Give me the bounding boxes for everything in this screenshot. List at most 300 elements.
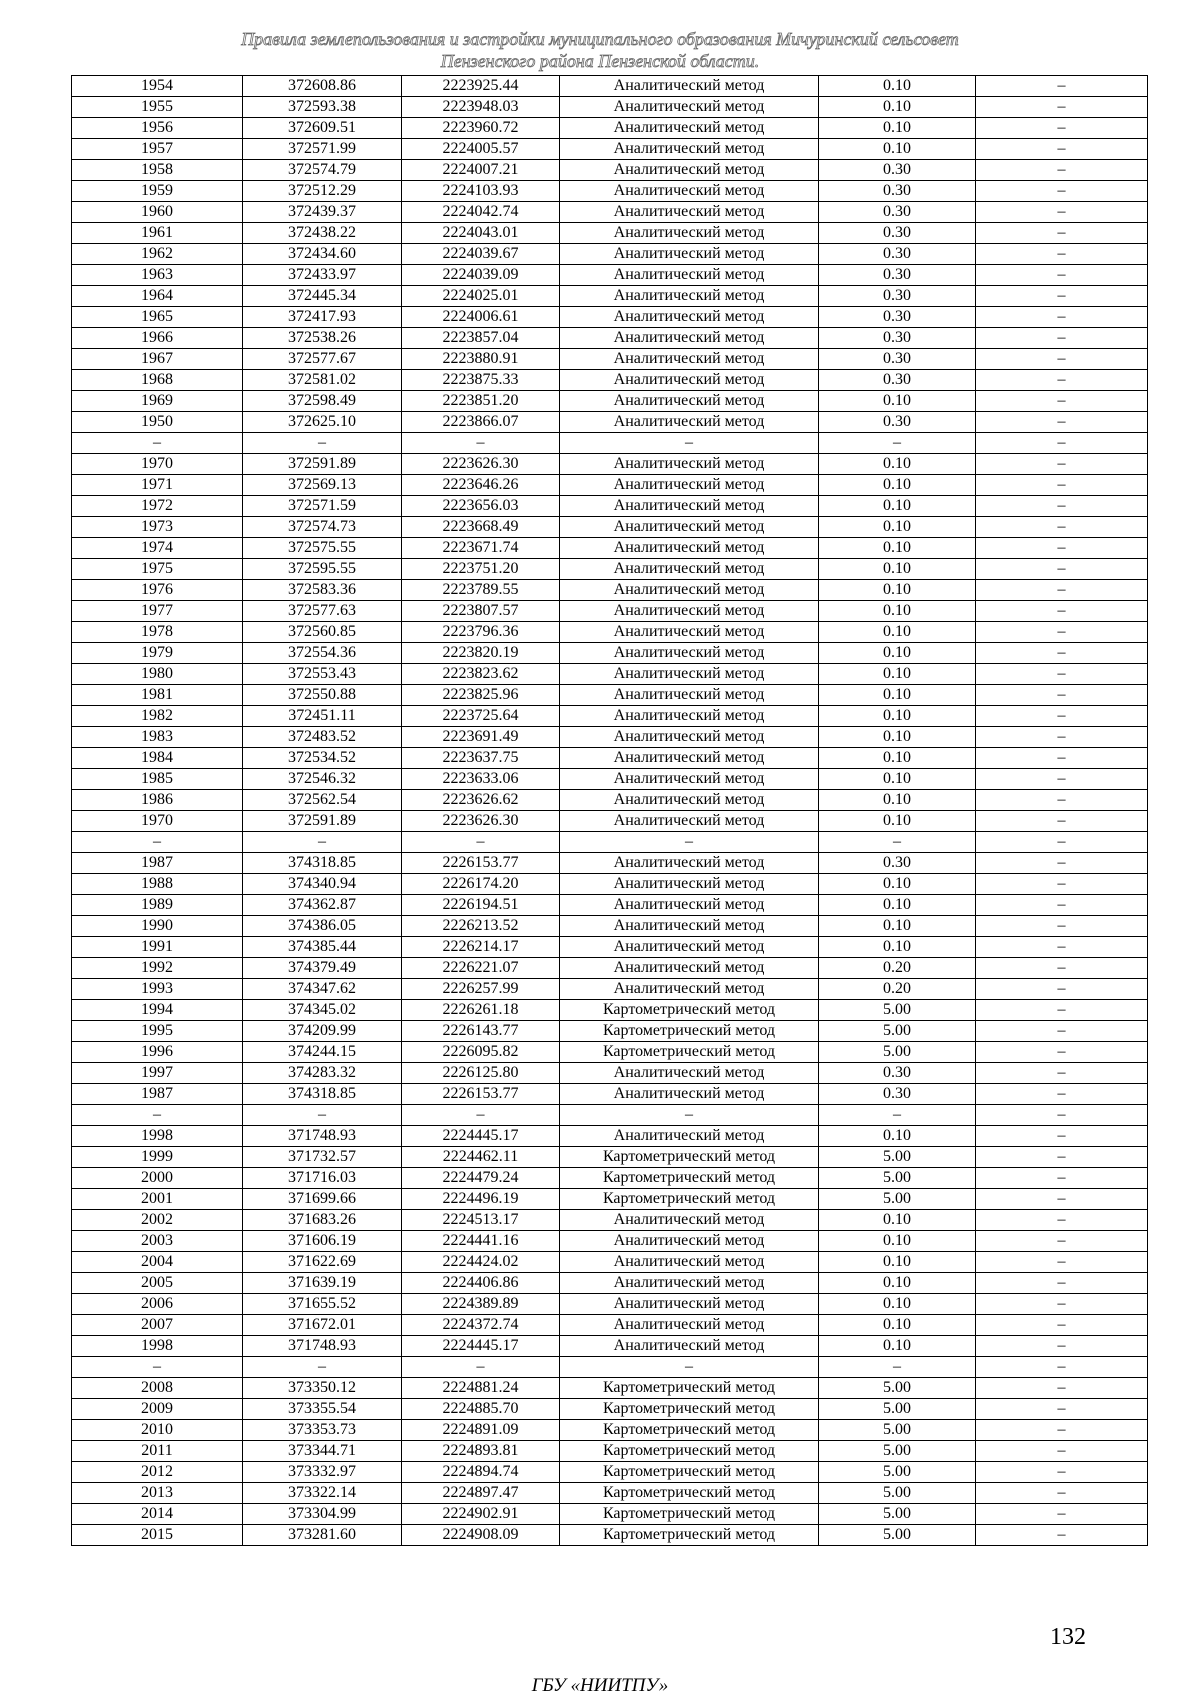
description-cell: – (976, 1525, 1148, 1546)
method-cell: Аналитический метод (560, 265, 819, 286)
description-cell: – (976, 916, 1148, 937)
description-cell: – (976, 1168, 1148, 1189)
accuracy-cell: 0.10 (819, 769, 976, 790)
x-coordinate-cell: 372512.29 (243, 181, 402, 202)
accuracy-cell: 0.10 (819, 538, 976, 559)
x-coordinate-cell: 371639.19 (243, 1273, 402, 1294)
y-coordinate-cell: 2224894.74 (402, 1462, 560, 1483)
y-coordinate-cell: 2224479.24 (402, 1168, 560, 1189)
method-cell: Картометрический метод (560, 1168, 819, 1189)
accuracy-cell: 5.00 (819, 1483, 976, 1504)
description-cell: – (976, 475, 1148, 496)
table-row (72, 1504, 1148, 1525)
point-number-cell: 2012 (72, 1462, 243, 1483)
y-coordinate-cell: 2224389.89 (402, 1294, 560, 1315)
point-number-cell: 1997 (72, 1063, 243, 1084)
accuracy-cell: 0.30 (819, 244, 976, 265)
method-cell: Картометрический метод (560, 1000, 819, 1021)
y-coordinate-cell: 2223725.64 (402, 706, 560, 727)
description-cell: – (976, 1441, 1148, 1462)
point-number-cell: 1982 (72, 706, 243, 727)
method-cell: Аналитический метод (560, 1063, 819, 1084)
description-cell: – (976, 601, 1148, 622)
y-coordinate-cell: 2223857.04 (402, 328, 560, 349)
table-row (72, 790, 1148, 811)
x-coordinate-cell: 372534.52 (243, 748, 402, 769)
table-row (72, 475, 1148, 496)
method-cell: Аналитический метод (560, 979, 819, 1000)
point-number-cell: 1999 (72, 1147, 243, 1168)
accuracy-cell: 0.10 (819, 601, 976, 622)
x-coordinate-cell: 374347.62 (243, 979, 402, 1000)
x-coordinate-cell: 372593.38 (243, 97, 402, 118)
accuracy-cell: 0.30 (819, 853, 976, 874)
y-coordinate-cell: 2223637.75 (402, 748, 560, 769)
method-cell: Аналитический метод (560, 181, 819, 202)
x-coordinate-cell: 374283.32 (243, 1063, 402, 1084)
table-row (72, 811, 1148, 832)
description-cell: – (976, 1294, 1148, 1315)
table-row (72, 139, 1148, 160)
point-number-cell: 2010 (72, 1420, 243, 1441)
x-coordinate-cell: 372569.13 (243, 475, 402, 496)
y-coordinate-cell: – (402, 1357, 560, 1378)
description-cell: – (976, 580, 1148, 601)
y-coordinate-cell: 2226143.77 (402, 1021, 560, 1042)
method-cell: Аналитический метод (560, 475, 819, 496)
method-cell: Картометрический метод (560, 1147, 819, 1168)
method-cell: Аналитический метод (560, 1252, 819, 1273)
y-coordinate-cell: 2224007.21 (402, 160, 560, 181)
point-number-cell: 1962 (72, 244, 243, 265)
point-number-cell: 1998 (72, 1126, 243, 1147)
table-row (72, 601, 1148, 622)
description-cell: – (976, 1420, 1148, 1441)
method-cell: Аналитический метод (560, 223, 819, 244)
accuracy-cell: 0.10 (819, 895, 976, 916)
accuracy-cell: 0.10 (819, 1315, 976, 1336)
y-coordinate-cell: 2224025.01 (402, 286, 560, 307)
x-coordinate-cell: 372451.11 (243, 706, 402, 727)
x-coordinate-cell: 372445.34 (243, 286, 402, 307)
description-cell: – (976, 202, 1148, 223)
table-row (72, 202, 1148, 223)
accuracy-cell: 0.10 (819, 391, 976, 412)
point-number-cell: 1972 (72, 496, 243, 517)
method-cell: Картометрический метод (560, 1504, 819, 1525)
x-coordinate-cell: 372571.99 (243, 139, 402, 160)
coordinates-table-body (72, 76, 1148, 1546)
accuracy-cell: 5.00 (819, 1189, 976, 1210)
description-cell: – (976, 412, 1148, 433)
accuracy-cell: 0.30 (819, 1084, 976, 1105)
accuracy-cell: 0.10 (819, 664, 976, 685)
description-cell: – (976, 349, 1148, 370)
accuracy-cell: 0.10 (819, 1252, 976, 1273)
y-coordinate-cell: 2223626.62 (402, 790, 560, 811)
description-cell: – (976, 1399, 1148, 1420)
y-coordinate-cell: 2223671.74 (402, 538, 560, 559)
accuracy-cell: 0.30 (819, 370, 976, 391)
y-coordinate-cell: 2224891.09 (402, 1420, 560, 1441)
description-cell: – (976, 181, 1148, 202)
description-cell: – (976, 1210, 1148, 1231)
accuracy-cell: 0.30 (819, 265, 976, 286)
table-row (72, 1084, 1148, 1105)
accuracy-cell: 0.10 (819, 1336, 976, 1357)
method-cell: Аналитический метод (560, 1126, 819, 1147)
accuracy-cell: 0.10 (819, 475, 976, 496)
x-coordinate-cell: – (243, 1357, 402, 1378)
description-cell: – (976, 1462, 1148, 1483)
method-cell: Аналитический метод (560, 853, 819, 874)
table-row (72, 622, 1148, 643)
y-coordinate-cell: 2224006.61 (402, 307, 560, 328)
table-row (72, 1063, 1148, 1084)
method-cell: Картометрический метод (560, 1042, 819, 1063)
method-cell: Картометрический метод (560, 1399, 819, 1420)
table-row (72, 328, 1148, 349)
x-coordinate-cell: 372433.97 (243, 265, 402, 286)
table-row (72, 748, 1148, 769)
table-row (72, 76, 1148, 97)
accuracy-cell: 0.30 (819, 307, 976, 328)
description-cell: – (976, 685, 1148, 706)
x-coordinate-cell: – (243, 1105, 402, 1126)
accuracy-cell: 5.00 (819, 1504, 976, 1525)
method-cell: Аналитический метод (560, 328, 819, 349)
table-row (72, 958, 1148, 979)
x-coordinate-cell: 371672.01 (243, 1315, 402, 1336)
method-cell: Аналитический метод (560, 580, 819, 601)
point-number-cell: 1964 (72, 286, 243, 307)
description-cell: – (976, 538, 1148, 559)
point-number-cell: 1969 (72, 391, 243, 412)
method-cell: Аналитический метод (560, 307, 819, 328)
description-cell: – (976, 76, 1148, 97)
method-cell: Аналитический метод (560, 1294, 819, 1315)
x-coordinate-cell: 371655.52 (243, 1294, 402, 1315)
x-coordinate-cell: 372609.51 (243, 118, 402, 139)
y-coordinate-cell: 2226153.77 (402, 853, 560, 874)
accuracy-cell: 5.00 (819, 1399, 976, 1420)
y-coordinate-cell: 2224908.09 (402, 1525, 560, 1546)
y-coordinate-cell: 2224103.93 (402, 181, 560, 202)
point-number-cell: 1993 (72, 979, 243, 1000)
point-number-cell: 1989 (72, 895, 243, 916)
method-cell: Картометрический метод (560, 1378, 819, 1399)
x-coordinate-cell: 372595.55 (243, 559, 402, 580)
description-cell: – (976, 1378, 1148, 1399)
x-coordinate-cell: 372438.22 (243, 223, 402, 244)
accuracy-cell: 0.30 (819, 328, 976, 349)
accuracy-cell: 5.00 (819, 1420, 976, 1441)
description-cell: – (976, 1315, 1148, 1336)
accuracy-cell: 0.10 (819, 748, 976, 769)
method-cell: Аналитический метод (560, 118, 819, 139)
accuracy-cell: 0.10 (819, 76, 976, 97)
method-cell: Картометрический метод (560, 1189, 819, 1210)
y-coordinate-cell: – (402, 1105, 560, 1126)
y-coordinate-cell: 2224372.74 (402, 1315, 560, 1336)
point-number-cell: 2007 (72, 1315, 243, 1336)
y-coordinate-cell: 2223751.20 (402, 559, 560, 580)
y-coordinate-cell: 2223691.49 (402, 727, 560, 748)
point-number-cell: 1955 (72, 97, 243, 118)
point-number-cell: 2006 (72, 1294, 243, 1315)
point-number-cell: – (72, 1357, 243, 1378)
y-coordinate-cell: 2223866.07 (402, 412, 560, 433)
table-row (72, 181, 1148, 202)
y-coordinate-cell: 2226261.18 (402, 1000, 560, 1021)
description-cell: – (976, 328, 1148, 349)
accuracy-cell: – (819, 1357, 976, 1378)
accuracy-cell: 0.30 (819, 181, 976, 202)
description-cell: – (976, 1252, 1148, 1273)
table-row (72, 97, 1148, 118)
description-cell: – (976, 433, 1148, 454)
accuracy-cell: 0.10 (819, 706, 976, 727)
method-cell: Аналитический метод (560, 706, 819, 727)
y-coordinate-cell: 2224043.01 (402, 223, 560, 244)
y-coordinate-cell: 2224881.24 (402, 1378, 560, 1399)
description-cell: – (976, 895, 1148, 916)
y-coordinate-cell: 2226194.51 (402, 895, 560, 916)
x-coordinate-cell: 373304.99 (243, 1504, 402, 1525)
accuracy-cell: 0.10 (819, 937, 976, 958)
table-row (72, 706, 1148, 727)
y-coordinate-cell: 2224897.47 (402, 1483, 560, 1504)
table-row (72, 559, 1148, 580)
table-row (72, 307, 1148, 328)
page-header (0, 28, 1200, 72)
y-coordinate-cell: 2224902.91 (402, 1504, 560, 1525)
y-coordinate-cell: 2226257.99 (402, 979, 560, 1000)
method-cell: Картометрический метод (560, 1021, 819, 1042)
y-coordinate-cell: – (402, 832, 560, 853)
x-coordinate-cell: 372575.55 (243, 538, 402, 559)
description-cell: – (976, 1105, 1148, 1126)
accuracy-cell: 0.10 (819, 1210, 976, 1231)
point-number-cell: 2001 (72, 1189, 243, 1210)
y-coordinate-cell: 2223789.55 (402, 580, 560, 601)
accuracy-cell: 0.10 (819, 916, 976, 937)
y-coordinate-cell: 2224462.11 (402, 1147, 560, 1168)
method-cell: Аналитический метод (560, 517, 819, 538)
table-row (72, 1399, 1148, 1420)
table-row (72, 664, 1148, 685)
table-row (72, 412, 1148, 433)
table-row (72, 1357, 1148, 1378)
point-number-cell: 1957 (72, 139, 243, 160)
point-number-cell: 2013 (72, 1483, 243, 1504)
method-cell: Аналитический метод (560, 538, 819, 559)
y-coordinate-cell: 2224406.86 (402, 1273, 560, 1294)
point-number-cell: 1978 (72, 622, 243, 643)
description-cell: – (976, 1000, 1148, 1021)
x-coordinate-cell: 371732.57 (243, 1147, 402, 1168)
description-cell: – (976, 874, 1148, 895)
description-cell: – (976, 265, 1148, 286)
x-coordinate-cell: 372560.85 (243, 622, 402, 643)
point-number-cell: 1995 (72, 1021, 243, 1042)
x-coordinate-cell: 373355.54 (243, 1399, 402, 1420)
x-coordinate-cell: 374318.85 (243, 1084, 402, 1105)
table-row (72, 1000, 1148, 1021)
description-cell: – (976, 517, 1148, 538)
y-coordinate-cell: 2224893.81 (402, 1441, 560, 1462)
accuracy-cell: 0.30 (819, 202, 976, 223)
x-coordinate-cell: 372591.89 (243, 454, 402, 475)
accuracy-cell: 0.30 (819, 286, 976, 307)
method-cell: Аналитический метод (560, 622, 819, 643)
description-cell: – (976, 1084, 1148, 1105)
table-row (72, 1294, 1148, 1315)
table-row (72, 370, 1148, 391)
x-coordinate-cell: 374340.94 (243, 874, 402, 895)
point-number-cell: 2008 (72, 1378, 243, 1399)
description-cell: – (976, 853, 1148, 874)
table-row (72, 580, 1148, 601)
description-cell: – (976, 97, 1148, 118)
point-number-cell: 1979 (72, 643, 243, 664)
description-cell: – (976, 1357, 1148, 1378)
accuracy-cell: 5.00 (819, 1147, 976, 1168)
description-cell: – (976, 1021, 1148, 1042)
method-cell: Аналитический метод (560, 454, 819, 475)
table-row (72, 874, 1148, 895)
description-cell: – (976, 1063, 1148, 1084)
accuracy-cell: 0.30 (819, 1063, 976, 1084)
x-coordinate-cell: 372574.79 (243, 160, 402, 181)
method-cell: Аналитический метод (560, 1273, 819, 1294)
y-coordinate-cell: 2224039.09 (402, 265, 560, 286)
accuracy-cell: 5.00 (819, 1000, 976, 1021)
point-number-cell: 1970 (72, 454, 243, 475)
point-number-cell: 2015 (72, 1525, 243, 1546)
point-number-cell: 1980 (72, 664, 243, 685)
table-row (72, 265, 1148, 286)
table-row (72, 538, 1148, 559)
accuracy-cell: 5.00 (819, 1042, 976, 1063)
accuracy-cell: 0.10 (819, 118, 976, 139)
accuracy-cell: 0.10 (819, 790, 976, 811)
description-cell: – (976, 118, 1148, 139)
point-number-cell: 1984 (72, 748, 243, 769)
table-row (72, 1462, 1148, 1483)
point-number-cell: 1981 (72, 685, 243, 706)
method-cell: Аналитический метод (560, 937, 819, 958)
description-cell: – (976, 370, 1148, 391)
method-cell: Аналитический метод (560, 1231, 819, 1252)
point-number-cell: 2011 (72, 1441, 243, 1462)
coordinates-table (71, 75, 1148, 1546)
x-coordinate-cell: 372554.36 (243, 643, 402, 664)
x-coordinate-cell: 372546.32 (243, 769, 402, 790)
table-row (72, 727, 1148, 748)
y-coordinate-cell: 2226213.52 (402, 916, 560, 937)
header-line-2: Пензенского района Пензенской области. (440, 51, 760, 71)
point-number-cell: 2000 (72, 1168, 243, 1189)
x-coordinate-cell: 371606.19 (243, 1231, 402, 1252)
method-cell: Аналитический метод (560, 97, 819, 118)
table-row (72, 454, 1148, 475)
x-coordinate-cell: 372538.26 (243, 328, 402, 349)
point-number-cell: 2014 (72, 1504, 243, 1525)
description-cell: – (976, 1126, 1148, 1147)
x-coordinate-cell: 372439.37 (243, 202, 402, 223)
accuracy-cell: – (819, 832, 976, 853)
description-cell: – (976, 139, 1148, 160)
x-coordinate-cell: – (243, 433, 402, 454)
y-coordinate-cell: 2224496.19 (402, 1189, 560, 1210)
method-cell: Аналитический метод (560, 244, 819, 265)
description-cell: – (976, 727, 1148, 748)
x-coordinate-cell: 372553.43 (243, 664, 402, 685)
x-coordinate-cell: 371683.26 (243, 1210, 402, 1231)
y-coordinate-cell: 2223626.30 (402, 811, 560, 832)
point-number-cell: 1959 (72, 181, 243, 202)
description-cell: – (976, 391, 1148, 412)
x-coordinate-cell: 374209.99 (243, 1021, 402, 1042)
point-number-cell: 1996 (72, 1042, 243, 1063)
x-coordinate-cell: 372577.63 (243, 601, 402, 622)
description-cell: – (976, 223, 1148, 244)
point-number-cell: 1971 (72, 475, 243, 496)
description-cell: – (976, 1483, 1148, 1504)
x-coordinate-cell: 373281.60 (243, 1525, 402, 1546)
accuracy-cell: 0.10 (819, 1273, 976, 1294)
method-cell: Аналитический метод (560, 202, 819, 223)
point-number-cell: 1988 (72, 874, 243, 895)
page-footer: ГБУ «НИИТПУ» (531, 1675, 669, 1696)
x-coordinate-cell: 371699.66 (243, 1189, 402, 1210)
description-cell: – (976, 748, 1148, 769)
table-row (72, 1252, 1148, 1273)
method-cell: Аналитический метод (560, 412, 819, 433)
table-row (72, 433, 1148, 454)
description-cell: – (976, 622, 1148, 643)
method-cell: Аналитический метод (560, 916, 819, 937)
point-number-cell: 1977 (72, 601, 243, 622)
accuracy-cell: 0.10 (819, 1231, 976, 1252)
x-coordinate-cell: 372562.54 (243, 790, 402, 811)
point-number-cell: 1986 (72, 790, 243, 811)
point-number-cell: 2004 (72, 1252, 243, 1273)
table-row (72, 286, 1148, 307)
y-coordinate-cell: 2224005.57 (402, 139, 560, 160)
x-coordinate-cell: 374385.44 (243, 937, 402, 958)
point-number-cell: 1954 (72, 76, 243, 97)
accuracy-cell: 0.10 (819, 874, 976, 895)
x-coordinate-cell: 372577.67 (243, 349, 402, 370)
accuracy-cell: 0.10 (819, 1126, 976, 1147)
header-line-1: Правила землепользования и застройки муниципального образования Мичуринский сельсовет (241, 29, 959, 49)
method-cell: Аналитический метод (560, 349, 819, 370)
point-number-cell: 1973 (72, 517, 243, 538)
accuracy-cell: – (819, 1105, 976, 1126)
accuracy-cell: 0.10 (819, 580, 976, 601)
description-cell: – (976, 643, 1148, 664)
accuracy-cell: 0.30 (819, 349, 976, 370)
method-cell: Картометрический метод (560, 1483, 819, 1504)
x-coordinate-cell: 372574.73 (243, 517, 402, 538)
method-cell: Аналитический метод (560, 895, 819, 916)
y-coordinate-cell: 2224039.67 (402, 244, 560, 265)
point-number-cell: 1950 (72, 412, 243, 433)
description-cell: – (976, 1504, 1148, 1525)
y-coordinate-cell: 2223875.33 (402, 370, 560, 391)
